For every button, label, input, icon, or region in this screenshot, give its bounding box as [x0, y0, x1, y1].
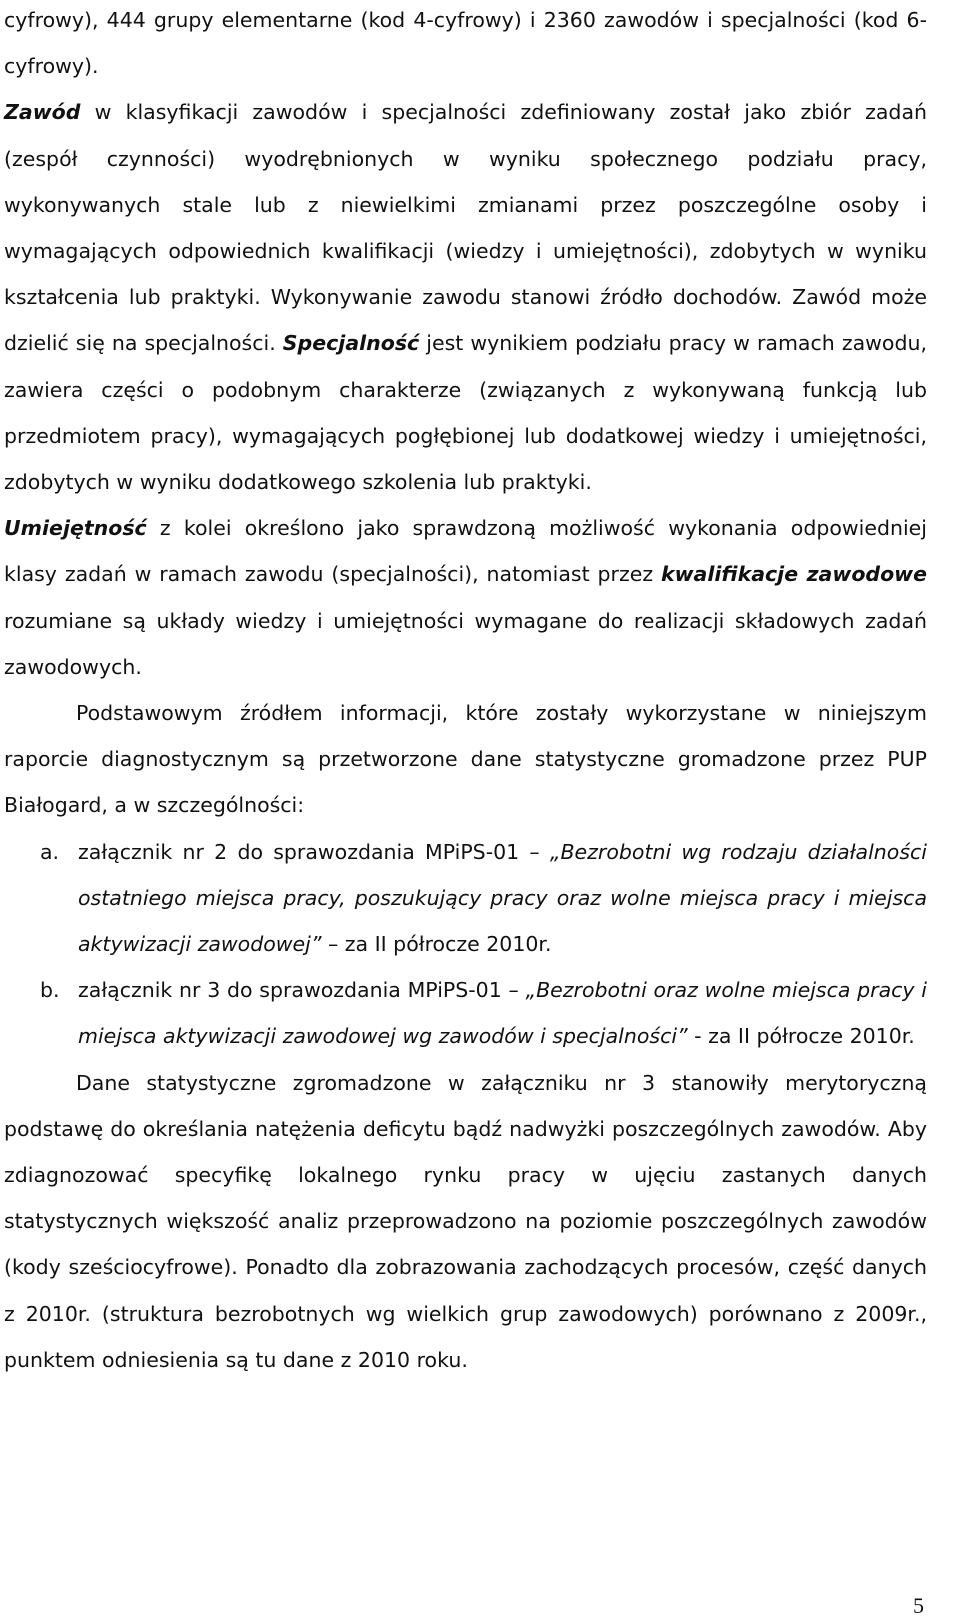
page-number: 5 — [913, 1593, 924, 1618]
list-item-title: „Bezrobotni oraz wolne miejsca pracy i miejsca aktywizacji zawodowej wg zawodów i specjalności” — [78, 978, 927, 1049]
paragraph-umiejetnosc-definition — [4, 505, 927, 690]
list-item-text: – za II półrocze 2010r. — [321, 932, 552, 957]
paragraph-text: rozumiane są układy wiedzy i umiejętności wymagane do realizacji składowych zadań zawodowych. — [4, 608, 927, 679]
paragraph-intro: cyfrowy), 444 grupy elementarne (kod 4-cyfrowy) i 2360 zawodów i specjalności (kod 6-cyfrowy). — [4, 8, 927, 79]
paragraph-zawod-definition — [4, 89, 927, 505]
list-marker: a. — [40, 839, 60, 864]
paragraph-text: z kolei określono jako sprawdzoną możliwość wykonania odpowiedniej klasy zadań w ramach zawodu (specjalności), natomiast przez — [4, 516, 927, 587]
paragraph-text: w klasyfikacji zawodów i specjalności zdefiniowany został jako zbiór zadań (zespół czynności) wyodrębnionych w wyniku społecznego podziału pracy, wykonywanych stale lub z niewielkimi zmianami przez poszczególne osoby i wymagających odpowiednich kwalifikacji (wiedzy i umiejętności), zdobytych w wyniku kształcenia lub praktyki. Wykonywanie zawodu stanowi źródło dochodów. Zawód może dzielić się na specjalności. — [4, 100, 927, 356]
sources-list — [4, 829, 927, 1060]
document-body — [4, 0, 927, 1383]
paragraph-text: jest wynikiem podziału pracy w ramach zawodu, zawiera części o podobnym charakterze (związanych z wykonywaną funkcją lub przedmiotem pracy), wymagających pogłębionej lub dodatkowej wiedzy i umiejętności, zdobytych w wyniku dodatkowego szkolenia lub praktyki. — [4, 331, 927, 495]
paragraph-sources: Podstawowym źródłem informacji, które zostały wykorzystane w niniejszym raporcie diagnostycznym są przetworzone dane statystyczne gromadzone przez PUP Białogard, a w szczególności: — [4, 701, 927, 818]
list-marker: b. — [40, 978, 60, 1003]
list-item-title: „Bezrobotni wg rodzaju działalności ostatniego miejsca pracy, poszukujący pracy oraz wolne miejsca pracy i miejsca aktywizacji zawodowej” — [78, 839, 927, 957]
list-item-text: - za II półrocze 2010r. — [687, 1024, 915, 1049]
term-zawod: Zawód — [4, 100, 81, 125]
list-item-text: załącznik nr 3 do sprawozdania MPiPS-01 – — [78, 978, 526, 1003]
list-item-text: załącznik nr 2 do sprawozdania MPiPS-01 – — [78, 839, 550, 864]
term-umiejetnosc: Umiejętność — [4, 516, 147, 541]
list-item — [4, 967, 927, 1059]
paragraph-analysis: Dane statystyczne zgromadzone w załączniku nr 3 stanowiły merytoryczną podstawę do określania natężenia deficytu bądź nadwyżki poszczególnych zawodów. Aby zdiagnozować specyfikę lokalnego rynku pracy w ujęciu zastanych danych statystycznych większość analiz przeprowadzono na poziomie poszczególnych zawodów (kody sześciocyfrowe). Ponadto dla zobrazowania zachodzących procesów, część danych z 2010r. (struktura bezrobotnych wg wielkich grup zawodowych) porównano z 2009r., punktem odniesienia są tu dane z 2010 roku. — [4, 1070, 927, 1372]
term-specjalnosc: Specjalność — [282, 331, 420, 356]
term-kwalifikacje-zawodowe: kwalifikacje zawodowe — [660, 562, 928, 587]
list-item — [4, 829, 927, 968]
